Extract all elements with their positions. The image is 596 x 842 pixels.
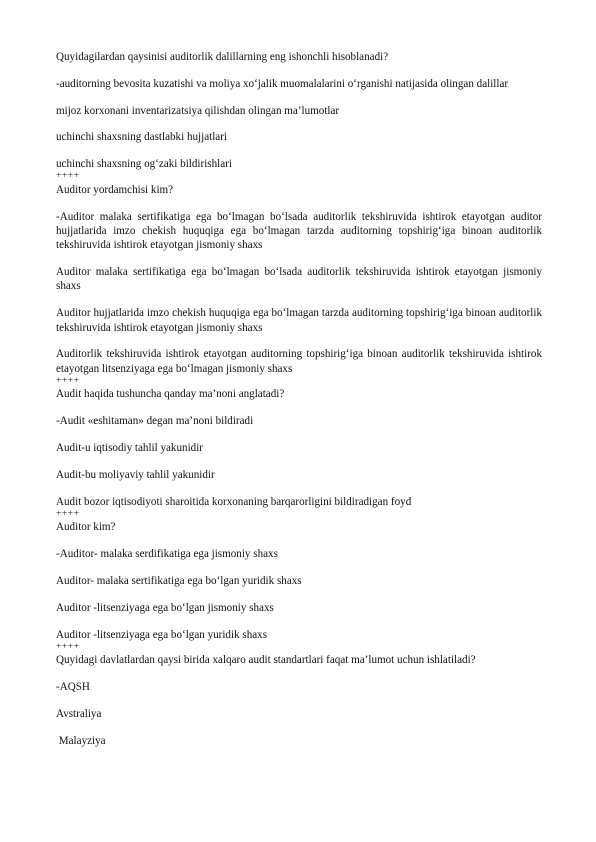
answer-option: Avstraliya [56, 708, 102, 721]
question-1: Quyidagilardan qaysinisi auditorlik dalillarning eng ishonchli hisoblanadi? [56, 51, 389, 63]
answer-option: -auditorning bevosita kuzatishi va moliya xo‘jalik muomalalarini o‘rganishi natijasida olingan dalillar [56, 77, 509, 90]
question-separator: ++++ [56, 641, 80, 652]
answer-option: Auditor- malaka sertifikatiga ega bo‘lgan yuridik shaxs [56, 575, 302, 588]
answer-option: -Auditor- malaka serdifikatiga ega jismoniy shaxs [56, 548, 278, 561]
question-separator: ++++ [56, 171, 80, 182]
question-separator: ++++ [56, 508, 80, 519]
answer-option: -Audit «eshitaman» degan ma’noni bildiradi [56, 415, 254, 428]
document-page [56, 50, 542, 761]
answer-option: -AQSH [56, 681, 90, 694]
answer-option: Auditorlik tekshiruvida ishtirok etayotgan auditorning topshirig‘iga binoan auditorlik tekshiruvida ishtirok etayotgan litsenziyaga ega bo‘lmagan jismoniy shaxs [56, 348, 542, 375]
answer-option: mijoz korxonani inventarizatsiya qilishdan olingan ma’lumotlar [56, 104, 340, 117]
answer-option: uchinchi shaxsning og‘zaki bildirishlari [56, 158, 232, 171]
answer-option: Audit bozor iqtisodiyoti sharoitida korxonaning barqarorligini bildiradigan foyd [56, 495, 412, 508]
question-3: Audit haqida tushuncha qanday ma’noni anglatadi? [56, 388, 285, 401]
question-4: Auditor kim? [56, 521, 116, 534]
question-separator: ++++ [56, 375, 80, 386]
answer-option: Malayziya [56, 734, 106, 747]
answer-option: Audit-u iqtisodiy tahlil yakunidir [56, 442, 203, 455]
answer-option: uchinchi shaxsning dastlabki hujjatlari [56, 131, 227, 144]
answer-option: Auditor malaka sertifikatiga ega bo‘lmagan bo‘lsada auditorlik tekshiruvida ishtirok etayotgan jismoniy shaxs [56, 266, 542, 293]
answer-option: Auditor -litsenziyaga ega bo‘lgan yuridik shaxs [56, 628, 268, 641]
answer-option: Audit-bu moliyaviy tahlil yakunidir [56, 468, 215, 481]
answer-option: -Auditor malaka sertifikatiga ega bo‘lmagan bo‘lsada auditorlik tekshiruvida ishtirok etayotgan auditor hujjatlarida imzo chekish huquqiga ega bo‘lmagan tarzda auditorning topshirig‘iga binoan auditorlik tekshiruvida ishtirok etayotgan jismoniy shaxs [56, 210, 542, 252]
question-5: Quyidagi davlatlardan qaysi birida xalqaro audit standartlari faqat ma’lumot uchun ishlatiladi? [56, 654, 476, 667]
question-2: Auditor yordamchisi kim? [56, 183, 174, 196]
answer-option: Auditor -litsenziyaga ega bo‘lgan jismoniy shaxs [56, 601, 274, 614]
answer-option: Auditor hujjatlarida imzo chekish huquqiga ega bo‘lmagan tarzda auditorning topshirig‘iga binoan auditorlik tekshiruvida ishtirok etayotgan jismoniy shaxs [56, 307, 542, 334]
